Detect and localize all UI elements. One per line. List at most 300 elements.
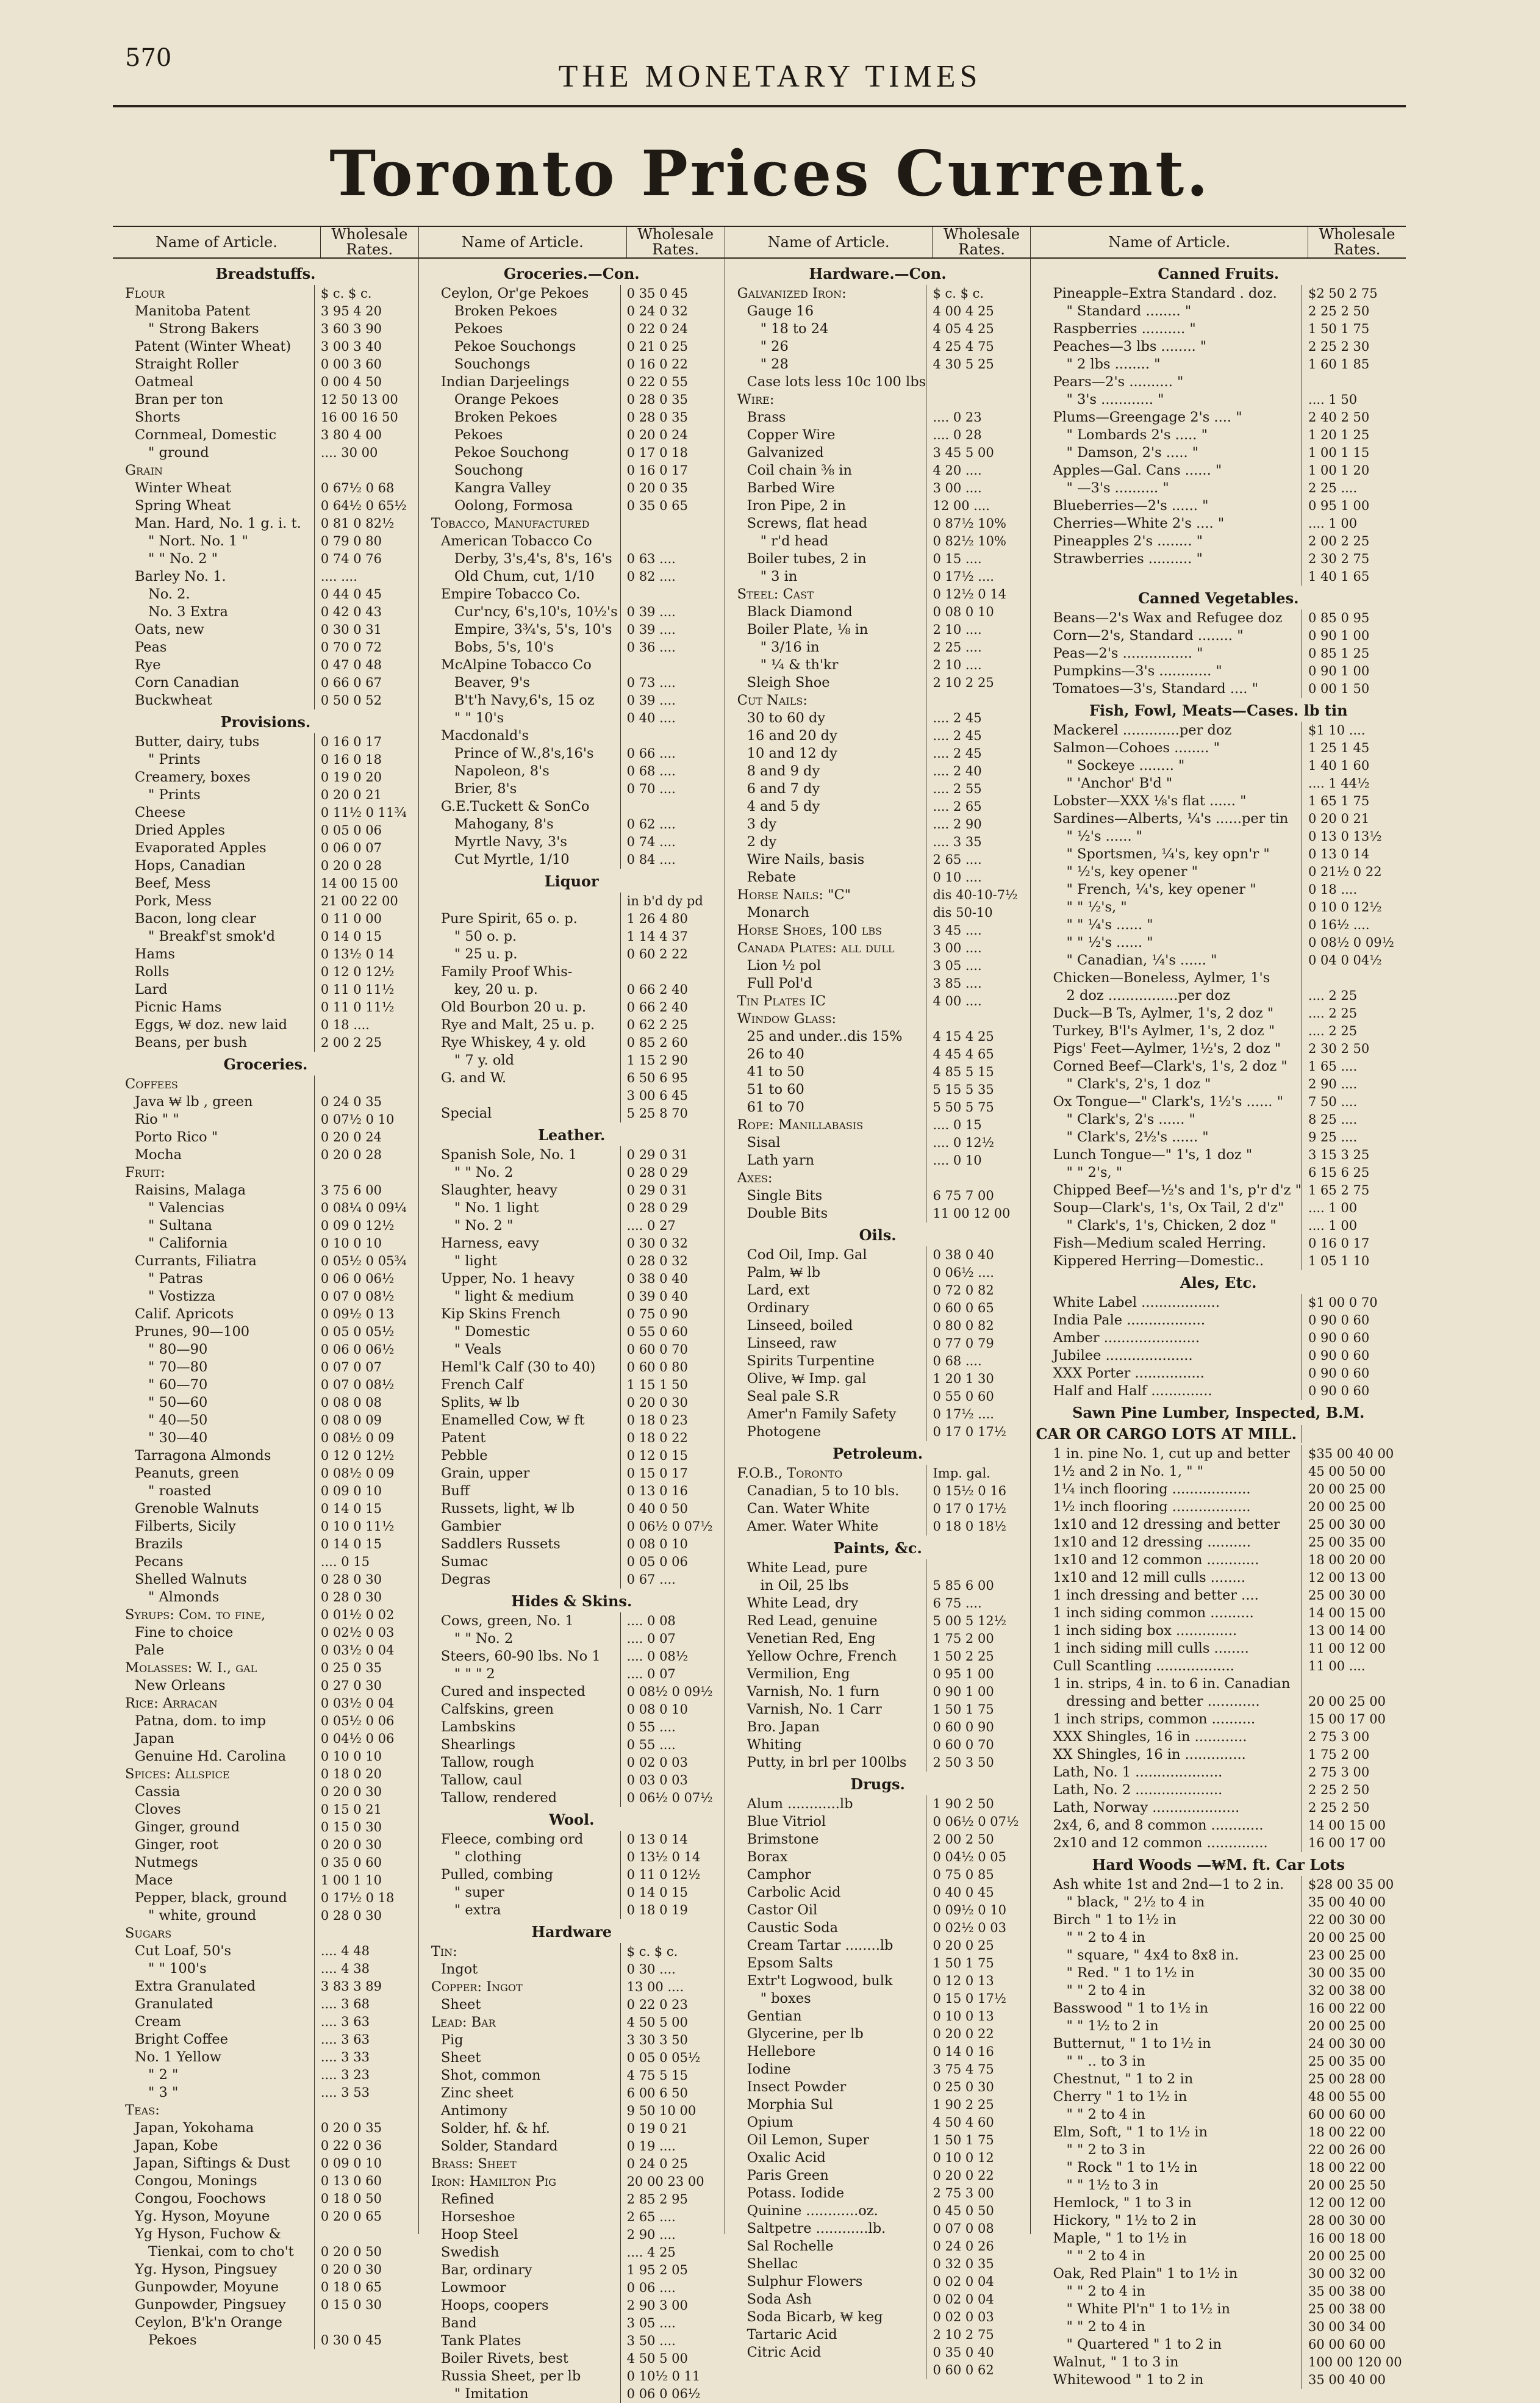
article-name [419,1087,620,1105]
section-heading [1031,265,1406,282]
wholesale-rate: 5 85 6 00 [926,1577,1030,1595]
wholesale-rate: 0 09 0 12½ [314,1217,418,1235]
wholesale-rate: 0 24 0 25 [620,2155,725,2173]
wholesale-rate: 1 50 2 25 [926,1648,1030,1665]
wholesale-rate [620,727,725,745]
article-name: " Red. " 1 to 1½ in [1066,1965,1195,1981]
article-name: " Damson, 2's ..... " [1066,445,1199,461]
price-row [1031,2212,1406,2230]
wholesale-rate: 0 10½ 0 11 [620,2368,725,2385]
wholesale-rate: 2 90 3 00 [620,2297,725,2315]
price-row [725,2255,1031,2273]
price-row [1031,1022,1406,1040]
wholesale-rate: 12 00 12 00 [1302,2194,1406,2212]
price-row [419,1884,725,1902]
article-name: Macdonald's [440,728,529,744]
article-name: Pig [440,2032,464,2049]
article-name: " Rock " 1 to 1½ in [1066,2160,1198,2176]
article-name: 16 and 20 dy [747,728,837,744]
wholesale-rate [620,963,725,981]
wholesale-rate: 0 74 0 76 [314,550,418,568]
price-row [419,1848,725,1866]
article-name: XXX Shingles, 16 in ............ [1053,1729,1247,1745]
price-row [1031,1365,1406,1382]
article-name: Vermilion, Eng [747,1666,850,1683]
price-row [725,2308,1031,2326]
article-name: White Lead, pure [747,1560,868,1576]
wholesale-rate: .... 1 00 [1302,1199,1406,1217]
price-row [113,1447,418,1465]
wholesale-rate: 0 50 0 52 [314,692,418,709]
price-row [725,763,1031,780]
article-name: " " 2 to 4 in [1066,2319,1145,2335]
price-row [725,1116,1031,1134]
article-name: Soda Ash [747,2291,812,2308]
article-name: Lead: Bar [431,2014,496,2031]
article-name: 1 inch siding common .......... [1053,1605,1254,1622]
article-name: Turkey, B'l's Aylmer, 1's, 2 doz " [1053,1023,1275,1040]
price-row [419,692,725,709]
article-name: Sumac [440,1554,489,1570]
price-row [113,2296,418,2314]
price-row [419,1701,725,1719]
wholesale-rate: 0 67½ 0 68 [314,480,418,497]
article-name: " " 10's [454,710,504,727]
price-row [113,1252,418,1270]
wholesale-rate: 0 08 0 09 [314,1412,418,1429]
article-name: Linseed, raw [747,1335,837,1352]
price-row [113,621,418,639]
wholesale-rate: 3 75 4 75 [926,2061,1030,2078]
article-name: Horse Nails: "C" [737,887,851,903]
wholesale-rate: 20 00 23 00 [620,2173,725,2191]
wholesale-rate: 2 25 2 50 [1302,1781,1406,1799]
price-row [419,2085,725,2102]
article-name: No. 2. [148,586,190,603]
price-row [419,1465,725,1482]
wholesale-rate: 2 00 2 50 [926,1831,1030,1848]
article-name: " " 2 to 4 in [1066,1983,1145,1999]
wholesale-rate: 3 75 6 00 [314,1182,418,1199]
article-name: Alum ............lb [747,1796,853,1812]
price-row [1031,2318,1406,2336]
price-row [419,462,725,480]
price-row [113,674,418,692]
article-name: Fleece, combing ord [440,1831,584,1848]
article-name: Basswood " 1 to 1½ in [1053,2000,1209,2017]
wholesale-rate: 0 18 0 19 [620,1902,725,1919]
wholesale-rate: 2 90 .... [1302,1076,1406,1093]
wholesale-rate: 0 62 2 25 [620,1016,725,1034]
price-row [113,1571,418,1589]
wholesale-rate: 0 20 0 24 [314,1129,418,1146]
article-name: " Sultana [148,1218,212,1234]
price-row [1031,1129,1406,1146]
article-name: Spirits Turpentine [747,1353,875,1370]
price-row [1031,1534,1406,1551]
section-title: Drugs. [850,1775,905,1794]
wholesale-rate: 1 95 2 05 [620,2261,725,2279]
price-row [419,603,725,621]
wholesale-rate: 1 00 1 10 [314,1872,418,1889]
section-title: Oils. [859,1226,897,1245]
price-row [1031,1076,1406,1093]
article-name: " 70—80 [148,1359,208,1376]
price-row [725,1134,1031,1152]
price-row [1031,533,1406,550]
article-name: Tallow, caul [440,1772,523,1789]
wholesale-rate: 3 80 4 00 [314,426,418,444]
wholesale-rate: 5 15 5 35 [926,1081,1030,1099]
article-name: Apples—Gal. Cans ...... " [1053,462,1222,479]
article-name: Cherry " 1 to 1½ in [1053,2089,1187,2105]
wholesale-rate: 0 19 0 21 [620,2120,725,2138]
price-row [419,1518,725,1536]
article-name: Granulated [135,1996,213,2013]
wholesale-rate: 0 20 0 24 [620,426,725,444]
price-row [1031,627,1406,645]
price-row [419,2244,725,2261]
price-row [419,1323,725,1341]
wholesale-rate: 6 15 6 25 [1302,1164,1406,1182]
price-row [725,1955,1031,1972]
wholesale-rate: 14 00 15 00 [1302,1817,1406,1834]
wholesale-rate: 0 02½ 0 03 [314,1624,418,1642]
article-name: 1 inch strips, common .......... [1053,1711,1256,1728]
article-name: Rio " " [135,1112,179,1128]
article-name: Old Bourbon 20 u. p. [440,999,587,1016]
article-name: Yg Hyson, Fuchow & [135,2226,281,2243]
wholesale-rate: 0 06 0 06½ [620,2385,725,2403]
article-name: Chicken—Boneless, Aylmer, 1's [1053,970,1270,986]
article-name: Winter Wheat [135,480,232,497]
wholesale-rate: 0 15 0 30 [314,1819,418,1836]
article-name: Tienkai, com to cho't [148,2244,294,2260]
article-name: Case lots less 10c 100 lbs [747,374,926,390]
article-name: Corned Beef—Clark's, 1's, 2 doz " [1053,1058,1288,1075]
article-name: Pekoes [148,2332,197,2349]
price-row [113,2049,418,2066]
wholesale-rate: 1 65 .... [1302,1058,1406,1076]
price-row [1031,409,1406,426]
article-name: Prunes, 90—100 [135,1324,250,1340]
article-name: Horse Shoes, 100 lbs [737,922,883,939]
price-row [1031,680,1406,698]
price-row [1031,757,1406,775]
wholesale-rate [314,1164,418,1182]
price-row [1031,568,1406,586]
wholesale-rate: 25 00 30 00 [1302,1516,1406,1534]
article-name: Half and Half .............. [1053,1383,1212,1399]
wholesale-rate: 0 10 0 13 [926,2008,1030,2025]
wholesale-rate: 0 90 0 60 [1302,1312,1406,1329]
wholesale-rate: 0 85 1 25 [1302,645,1406,663]
column-header-name: Name of Article. [155,234,278,251]
price-row [1031,2035,1406,2053]
column-header-name: Name of Article. [461,234,584,251]
wholesale-rate: 0 18 .... [1302,881,1406,899]
price-row [113,2155,418,2172]
article-name: " super [454,1884,504,1901]
price-row [725,2043,1031,2061]
price-row [113,603,418,621]
wholesale-rate: 0 07 0 08 [926,2220,1030,2238]
wholesale-rate: 0 02 0 03 [620,1754,725,1772]
section-heading [1031,1404,1406,1421]
article-name: " " 2 to 3 in [1066,2142,1145,2158]
wholesale-rate: 0 20 0 35 [314,2119,418,2137]
wholesale-rate: 35 00 38 00 [1302,2283,1406,2301]
article-name: Kip Skins French [440,1306,561,1323]
wholesale-rate: 4 75 5 15 [620,2067,725,2085]
article-name: Man. Hard, No. 1 g. i. t. [135,515,301,532]
article-name: " Patras [148,1271,203,1287]
wholesale-rate: 4 85 5 15 [926,1063,1030,1081]
price-row [419,2261,725,2279]
wholesale-rate: 0 40 .... [620,709,725,727]
article-name: Saltpetre ............lb. [747,2221,886,2237]
price-row [113,1500,418,1518]
column-header [419,227,725,259]
article-name: Straight Roller [135,356,238,373]
article-name: " 'Anchor' B'd " [1066,775,1173,792]
article-name: " square, " 4x4 to 8x8 in. [1066,1947,1239,1964]
article-name: " white, ground [148,1908,257,1924]
wholesale-rate: 0 06 0 06½ [314,1341,418,1359]
wholesale-rate: 0 20 0 21 [1302,810,1406,828]
page-number: 570 [125,44,172,72]
price-row [725,621,1031,639]
article-name: Ginger, ground [135,1819,240,1836]
price-row [113,1164,418,1182]
price-row [725,568,1031,586]
wholesale-rate: .... 0 07 [620,1630,725,1648]
wholesale-rate: 25 00 38 00 [1302,2301,1406,2318]
price-row [725,497,1031,515]
price-row [725,2061,1031,2078]
price-row [113,1306,418,1323]
wholesale-rate: .... 3 63 [314,2013,418,2031]
price-row [113,733,418,751]
article-name: " light & medium [454,1288,575,1305]
article-name: Hoops, coopers [440,2297,549,2314]
wholesale-rate: 0 24 0 26 [926,2238,1030,2255]
article-name: " " " 2 [454,1666,495,1683]
article-name: Pekoes [454,321,503,337]
price-row [725,1813,1031,1831]
wholesale-rate: 0 25 0 30 [926,2078,1030,2096]
article-name: Gentian [747,2008,802,2025]
wholesale-rate [314,1076,418,1093]
price-row [419,1571,725,1589]
price-row [725,1831,1031,1848]
article-name: Linseed, boiled [747,1318,853,1334]
price-row [1031,2230,1406,2247]
article-name: Indian Darjeelings [440,374,570,390]
article-name: Shot, common [440,2067,541,2084]
wholesale-rate: 1 00 1 20 [1302,462,1406,480]
wholesale-rate: 0 28 0 29 [620,1164,725,1182]
section-title: Paints, &c. [833,1539,922,1557]
article-name: Buckwheat [135,692,212,709]
article-name: Insect Powder [747,2079,847,2096]
price-row [419,1016,725,1034]
wholesale-rate: 0 12½ 0 14 [926,586,1030,603]
article-name: Brazils [135,1536,183,1553]
article-name: Glycerine, per lb [747,2026,864,2042]
price-row [725,1352,1031,1370]
article-name: Hemlock, " 1 to 3 in [1053,2195,1192,2211]
wholesale-rate: 0 28 0 35 [620,391,725,409]
wholesale-rate: 0 82 .... [620,568,725,586]
wholesale-rate [620,798,725,816]
article-name: 26 to 40 [747,1046,804,1063]
price-row [419,2332,725,2350]
article-name: Zinc sheet [440,2085,514,2102]
wholesale-rate: 0 03½ 0 04 [314,1695,418,1712]
price-row [113,356,418,373]
price-row [725,1317,1031,1335]
price-row [419,1902,725,1919]
wholesale-rate: 15 00 17 00 [1302,1711,1406,1728]
article-name: 1x10 and 12 common ............ [1053,1552,1259,1568]
article-name: Cherries—White 2's .... " [1053,515,1225,532]
wholesale-rate: 0 38 0 40 [926,1246,1030,1264]
wholesale-rate: 0 28 0 32 [620,1252,725,1270]
price-row [113,839,418,857]
price-row [725,1081,1031,1099]
wholesale-rate: 9 50 10 00 [620,2102,725,2120]
wholesale-rate: 0 22 0 23 [620,1996,725,2014]
price-row [419,2031,725,2049]
article-name: " " 100's [148,1961,207,1977]
column-header [1031,227,1406,259]
wholesale-rate: in b'd dy pd [620,893,725,910]
article-name: Manitoba Patent [135,303,251,320]
wholesale-rate: 0 39 .... [620,603,725,621]
article-name: Ordinary [747,1300,809,1316]
wholesale-rate: 0 15½ 0 16 [926,1482,1030,1500]
column-header-rate: Wholesale Rates. [626,227,725,257]
section-heading [725,1445,1031,1462]
price-row [1031,846,1406,863]
wholesale-rate [620,515,725,533]
price-row [419,444,725,462]
column-header [113,227,418,259]
wholesale-rate: 0 08 0 10 [620,1536,725,1553]
wholesale-rate: 0 13 0 13½ [1302,828,1406,846]
wholesale-rate: 0 20 0 30 [314,2261,418,2279]
wholesale-rate: 6 75 .... [926,1595,1030,1612]
article-name: Morphia Sul [747,2097,833,2113]
section-title: Groceries.—Con. [503,265,640,283]
price-row [725,639,1031,656]
price-row [725,1465,1031,1482]
wholesale-rate: 13 00 14 00 [1302,1622,1406,1640]
article-name: " 25 u. p. [454,946,518,963]
article-name: Pekoes [454,427,503,444]
price-row [419,1772,725,1789]
article-name: Brimstone [747,1831,819,1848]
price-row [1031,338,1406,356]
price-row [419,2120,725,2138]
price-row [725,1937,1031,1955]
wholesale-rate: 1 65 1 75 [1302,792,1406,810]
price-row [113,533,418,550]
price-row [1031,934,1406,952]
wholesale-rate: 1 90 2 25 [926,2096,1030,2114]
wholesale-rate: 0 06½ .... [926,1264,1030,1282]
price-column-4 [1031,226,1406,2388]
article-name: " " No. 2 " [148,551,218,567]
wholesale-rate: 0 18 0 22 [620,1429,725,1447]
article-name: Bobs, 5's, 10's [454,639,554,656]
price-row [1031,2000,1406,2017]
article-name: " Standard ........ " [1066,303,1192,320]
price-row [725,1701,1031,1719]
article-name: Fine to choice [135,1625,234,1641]
price-row [113,426,418,444]
article-name: 61 to 70 [747,1099,804,1116]
price-row [419,1394,725,1412]
article-name: Boiler tubes, 2 in [747,551,867,567]
price-row [725,480,1031,497]
wholesale-rate: 0 10 .... [926,869,1030,886]
article-name: B't'h Navy,6's, 15 oz [454,692,595,709]
article-name: 6 and 7 dy [747,781,820,797]
wholesale-rate: 3 83 3 89 [314,1978,418,1995]
wholesale-rate: 2 75 3 00 [926,2185,1030,2202]
price-row [725,709,1031,727]
wholesale-rate: 0 13 0 60 [314,2172,418,2190]
wholesale-rate: 2 25 2 30 [1302,338,1406,356]
wholesale-rate [926,1559,1030,1577]
price-row [725,391,1031,409]
article-name: Steers, 60-90 lbs. No 1 [440,1648,601,1665]
article-name: Tobacco, Manufactured [431,515,590,532]
wholesale-rate: .... 0 15 [314,1553,418,1571]
article-name: Oxalic Acid [747,2150,826,2166]
price-row [419,2102,725,2120]
section-heading [419,1923,725,1941]
price-row [1031,2053,1406,2071]
section-title: Canned Fruits. [1158,265,1280,283]
wholesale-rate: 0 90 0 60 [1302,1347,1406,1365]
article-name: Broken Pekoes [454,409,557,426]
article-name: Molasses: W. I., gal [125,1660,257,1676]
wholesale-rate: 0 20 0 30 [620,1394,725,1412]
price-row [725,1866,1031,1884]
article-name: Degras [440,1571,491,1588]
wholesale-rate: 4 15 4 25 [926,1028,1030,1046]
wholesale-rate: 6 50 6 95 [620,1069,725,1087]
wholesale-rate: 0 20 0 21 [314,786,418,804]
price-row [725,1972,1031,1990]
article-name: Saddlers Russets [440,1536,560,1553]
article-name: Fruit: [125,1165,165,1181]
article-name: Amber ...................... [1053,1330,1200,1346]
price-row [725,2291,1031,2308]
article-name: Old Chum, cut, 1/10 [454,569,595,585]
price-row [113,1182,418,1199]
wholesale-rate: $ c. $ c. [620,1943,725,1961]
article-name: " " 2 to 4 in [1066,2283,1145,2300]
section-title: Hardware [531,1923,612,1941]
article-name: Grain, upper [440,1465,530,1482]
article-name: 2 doz ................per doz [1066,988,1230,1004]
wholesale-rate: 25 00 35 00 [1302,1534,1406,1551]
wholesale-rate: 0 28 0 30 [314,1589,418,1606]
